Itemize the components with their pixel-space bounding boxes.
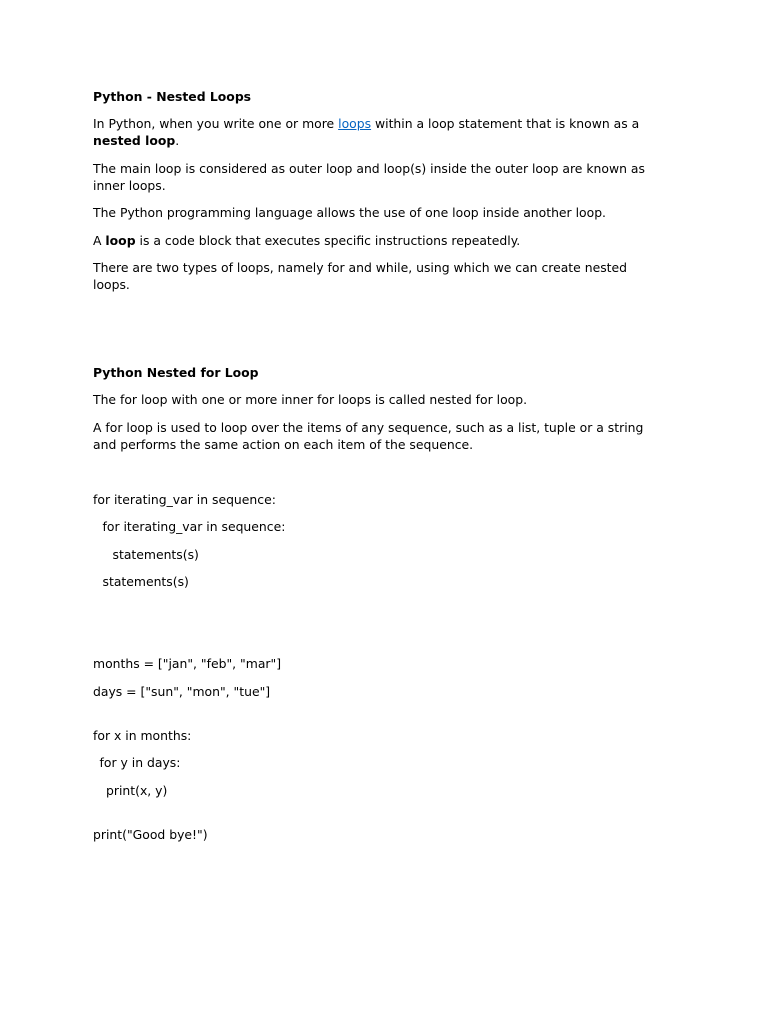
loops-link[interactable]: loops: [338, 116, 372, 132]
code-line: months = ["jan", "feb", "mar"]: [93, 656, 282, 672]
document-page: [93, 88, 653, 854]
code-line: for y in days:: [99, 755, 181, 771]
loop-definition-paragraph: [93, 232, 653, 249]
syntax-line: statements(s): [112, 546, 199, 562]
nested-loop-term: nested loop: [93, 133, 176, 149]
spacer: [93, 600, 653, 655]
loop-def-prefix: A: [93, 232, 106, 248]
for-loop-description-paragraph: A for loop is used to loop over the items of any sequence, such as a list, tuple or a string and performs the same action on each item of the sequence.: [93, 419, 644, 452]
outer-inner-paragraph: The main loop is considered as outer loop and loop(s) inside the outer loop are known as inner loops.: [93, 160, 645, 193]
syntax-line: statements(s): [102, 573, 189, 589]
intro-text-middle: within a loop statement that is known as a: [371, 116, 640, 132]
code-line: for x in months:: [93, 728, 192, 744]
spacer: [93, 453, 653, 491]
loop-def-suffix: is a code block that executes specific instructions repeatedly.: [135, 232, 521, 248]
syntax-line: for iterating_var in sequence:: [93, 491, 276, 507]
syntax-block: [93, 491, 653, 590]
loop-term: loop: [105, 232, 136, 248]
intro-text-suffix: .: [175, 133, 180, 149]
allows-paragraph: The Python programming language allows the use of one loop inside another loop.: [93, 205, 606, 221]
spacer: [93, 809, 653, 826]
page-title: Python - Nested Loops: [93, 89, 252, 104]
code-line: days = ["sun", "mon", "tue"]: [93, 683, 271, 699]
code-line: print("Good bye!"): [93, 827, 208, 843]
loop-types-paragraph: There are two types of loops, namely for and while, using which we can create nested loops.: [93, 259, 628, 292]
example-block: [93, 655, 653, 843]
spacer: [93, 293, 653, 364]
intro-paragraph: [93, 115, 653, 149]
code-line: print(x, y): [106, 782, 168, 798]
spacer: [93, 710, 653, 727]
section-heading-nested-for: Python Nested for Loop: [93, 364, 259, 380]
nested-for-paragraph: The for loop with one or more inner for loops is called nested for loop.: [93, 392, 528, 408]
intro-text-prefix: In Python, when you write one or more: [93, 116, 339, 132]
syntax-line: for iterating_var in sequence:: [102, 519, 286, 535]
